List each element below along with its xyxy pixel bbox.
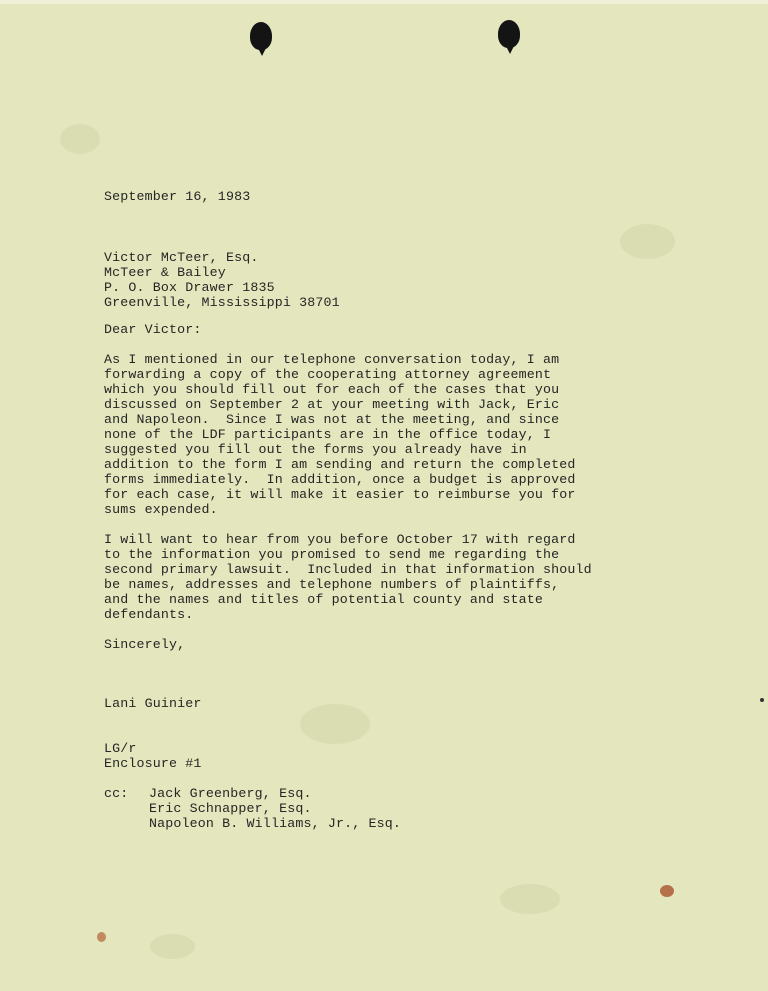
body-line: which you should fill out for each of the cases that you <box>104 382 560 397</box>
enclosure-note: Enclosure #1 <box>104 756 202 771</box>
punch-hole-right <box>498 20 520 48</box>
cc-recipient: Eric Schnapper, Esq. <box>149 801 312 816</box>
typist-initials: LG/r <box>104 741 137 756</box>
body-line: defendants. <box>104 607 194 622</box>
paper-speck <box>150 934 195 959</box>
cc-label: cc: <box>104 786 129 801</box>
body-line: and the names and titles of potential county and state <box>104 592 543 607</box>
body-line: for each case, it will make it easier to reimburse you for <box>104 487 576 502</box>
closing: Sincerely, <box>104 637 186 652</box>
body-line: sums expended. <box>104 502 218 517</box>
cc-recipient: Napoleon B. Williams, Jr., Esq. <box>149 816 402 831</box>
recipient-street: P. O. Box Drawer 1835 <box>104 280 275 295</box>
body-line: I will want to hear from you before October 17 with regard <box>104 532 576 547</box>
cc-recipient: Jack Greenberg, Esq. <box>149 786 312 801</box>
body-line: to the information you promised to send me regarding the <box>104 547 560 562</box>
body-line: addition to the form I am sending and return the completed <box>104 457 576 472</box>
recipient-name: Victor McTeer, Esq. <box>104 250 259 265</box>
body-line: second primary lawsuit. Included in that information should <box>104 562 592 577</box>
paper-speck <box>620 224 675 259</box>
signer-name: Lani Guinier <box>104 696 202 711</box>
recipient-city: Greenville, Mississippi 38701 <box>104 295 340 310</box>
body-line: discussed on September 2 at your meeting with Jack, Eric <box>104 397 560 412</box>
letter-date: September 16, 1983 <box>104 189 251 204</box>
body-line: none of the LDF participants are in the office today, I <box>104 427 552 442</box>
body-line: suggested you fill out the forms you already have in <box>104 442 527 457</box>
body-line: and Napoleon. Since I was not at the meeting, and since <box>104 412 560 427</box>
paper-speck <box>500 884 560 914</box>
rust-stain <box>660 885 674 897</box>
recipient-firm: McTeer & Bailey <box>104 265 226 280</box>
body-line: be names, addresses and telephone numbers of plaintiffs, <box>104 577 560 592</box>
body-line: As I mentioned in our telephone conversation today, I am <box>104 352 560 367</box>
ink-dot <box>760 698 764 702</box>
paper-speck <box>300 704 370 744</box>
paper-speck <box>60 124 100 154</box>
salutation: Dear Victor: <box>104 322 202 337</box>
body-line: forwarding a copy of the cooperating attorney agreement <box>104 367 552 382</box>
punch-hole-left <box>250 22 272 50</box>
body-line: forms immediately. In addition, once a budget is approved <box>104 472 576 487</box>
rust-stain-small <box>97 932 106 942</box>
